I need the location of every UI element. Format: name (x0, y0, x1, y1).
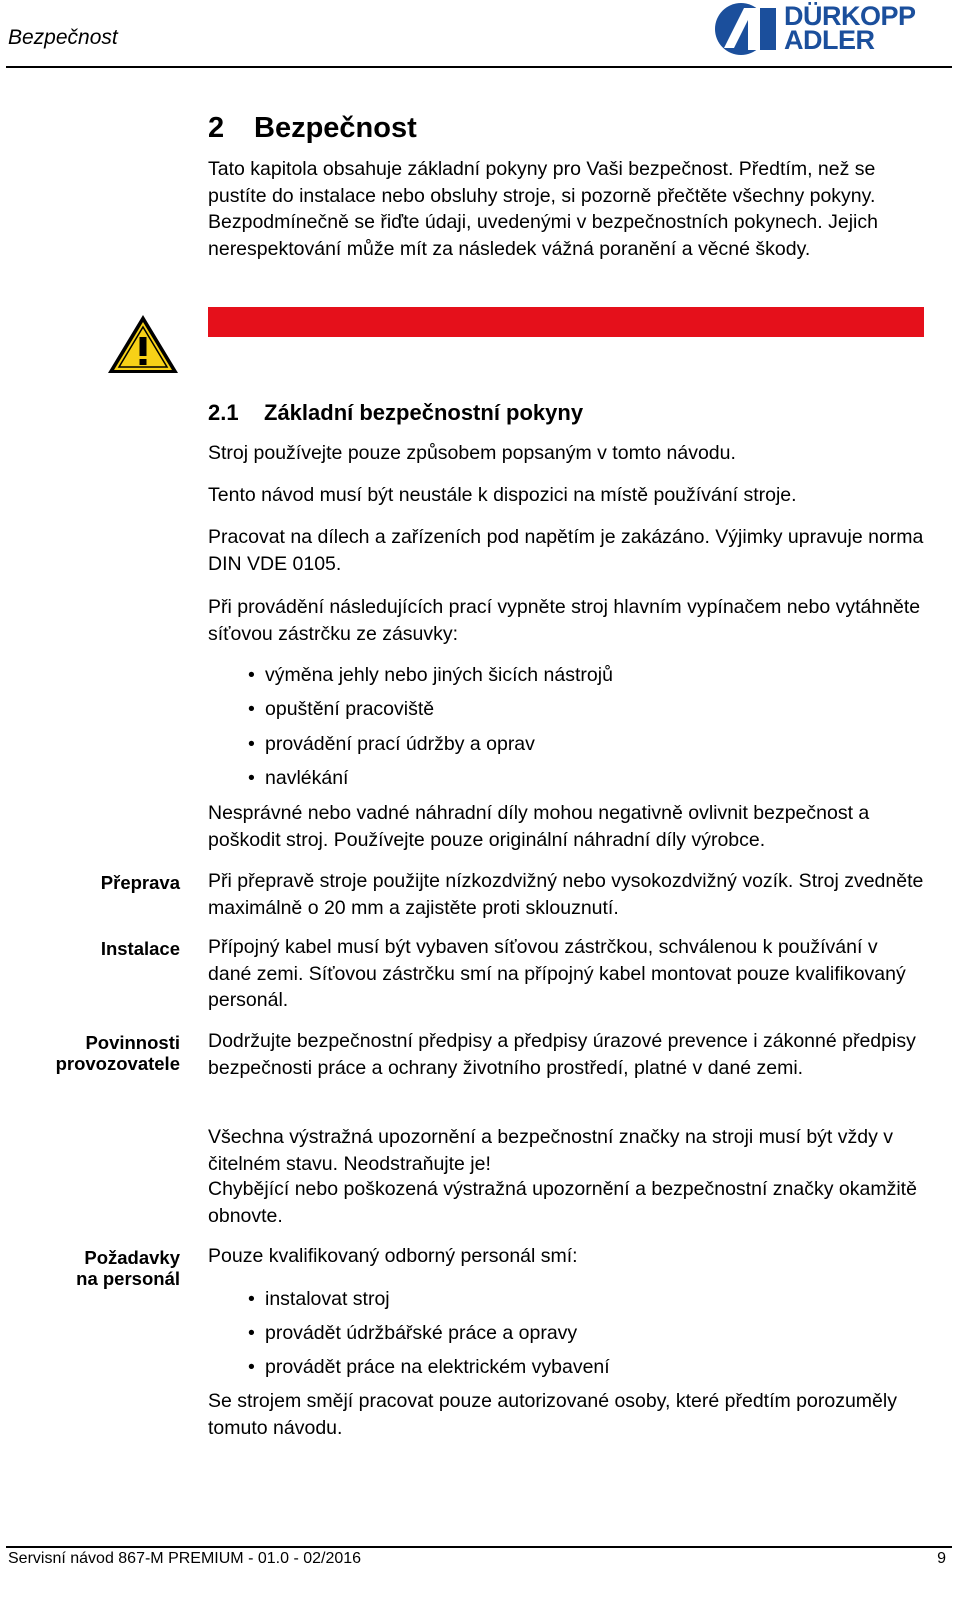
paragraph-operator-duties: Dodržujte bezpečnostní předpisy a předpisy úrazové prevence i zákonné předpisy bezpečnosti práce a ochrany životního prostředí, platné v dané zemi. (208, 1030, 916, 1079)
footer-document-title: Servisní návod 867-M PREMIUM - 01.0 - 02/2016 (8, 1550, 362, 1567)
margin-label-installation: Instalace (100, 938, 180, 959)
section-number: 2.1 (208, 400, 239, 425)
chapter-heading (208, 112, 417, 145)
margin-label-staff-requirements: Požadavky na personál (76, 1247, 180, 1289)
section-heading (208, 400, 583, 426)
chapter-title: Bezpečnost (254, 112, 417, 144)
paragraph-installation: Přípojný kabel musí být vybaven síťovou zástrčkou, schválenou k používání v dané zemi. Síťovou zástrčku smí na přípojný kabel montovat pouze kvalifikovaný personál. (208, 936, 906, 1011)
list-item: • výměna jehly nebo jiných šicích nástrojů (248, 664, 613, 686)
paragraph-safety-signs-renew: Chybějící nebo poškozená výstražná upozornění a bezpečnostní značky okamžitě obnovte. (208, 1178, 917, 1227)
paragraph-qualified-staff: Pouze kvalifikovaný odborný personál smí: (208, 1245, 578, 1267)
list-item: • provádění prací údržby a oprav (248, 733, 535, 755)
logo-mark-icon (714, 2, 778, 56)
paragraph-usage: Stroj používejte pouze způsobem popsaným v tomto návodu. (208, 442, 736, 464)
running-header-title: Bezpečnost (8, 26, 118, 49)
paragraph-switch-off: Při provádění následujících prací vypněte stroj hlavním vypínačem nebo vytáhněte síťovou zástrčku ze zásuvky: (208, 596, 921, 645)
list-item: • navlékání (248, 767, 349, 789)
footer-rule (6, 1546, 952, 1548)
margin-label-operator-duties: Povinnosti provozovatele (55, 1032, 180, 1074)
paragraph-transport: Při přepravě stroje použijte nízkozdvižný nebo vysokozdvižný vozík. Stroj zvedněte maximálně o 20 mm a zajistěte proti sklouznutí. (208, 870, 924, 919)
list-item: • provádět údržbářské práce a opravy (248, 1322, 578, 1344)
warning-bar (208, 307, 924, 337)
list-item: • provádět práce na elektrickém vybavení (248, 1356, 610, 1378)
durkopp-adler-logo (714, 2, 934, 58)
list-item: • instalovat stroj (248, 1288, 390, 1310)
header-rule (6, 66, 952, 68)
chapter-intro: Tato kapitola obsahuje základní pokyny pro Vaši bezpečnost. Předtím, než se pustíte do instalace nebo obsluhy stroje, si pozorně přečtěte všechny pokyny. Bezpodmínečně se řiďte údaji, uvedenými v bezpečnostních pokynech. Jejich nerespektování může mít za následek vážná poranění a věcné škody. (208, 158, 878, 260)
page-number: 9 (937, 1550, 946, 1567)
margin-label-transport: Přeprava (100, 872, 180, 893)
warning-triangle-icon (106, 313, 180, 375)
section-title: Základní bezpečnostní pokyny (264, 400, 584, 425)
list-item: • opuštění pracoviště (248, 698, 435, 720)
paragraph-manual-availability: Tento návod musí být neustále k dispozici na místě používání stroje. (208, 484, 797, 506)
paragraph-safety-signs: Všechna výstražná upozornění a bezpečnostní značky na stroji musí být vždy v čitelném stavu. Neodstraňujte je! (208, 1126, 894, 1175)
logo-text-line2: ADLER (784, 25, 875, 55)
paragraph-authorized-persons: Se strojem smějí pracovat pouze autorizované osoby, které předtím porozuměly tomuto návodu. (208, 1390, 897, 1439)
chapter-number: 2 (208, 112, 225, 144)
paragraph-spare-parts: Nesprávné nebo vadné náhradní díly mohou negativně ovlivnit bezpečnost a poškodit stroj. Používejte pouze originální náhradní díly výrobce. (208, 802, 870, 851)
logo-text-line1: DÜRKOPP (784, 1, 916, 31)
paragraph-live-parts: Pracovat na dílech a zařízeních pod napětím je zakázáno. Výjimky upravuje norma DIN VDE 0105. (208, 526, 924, 575)
